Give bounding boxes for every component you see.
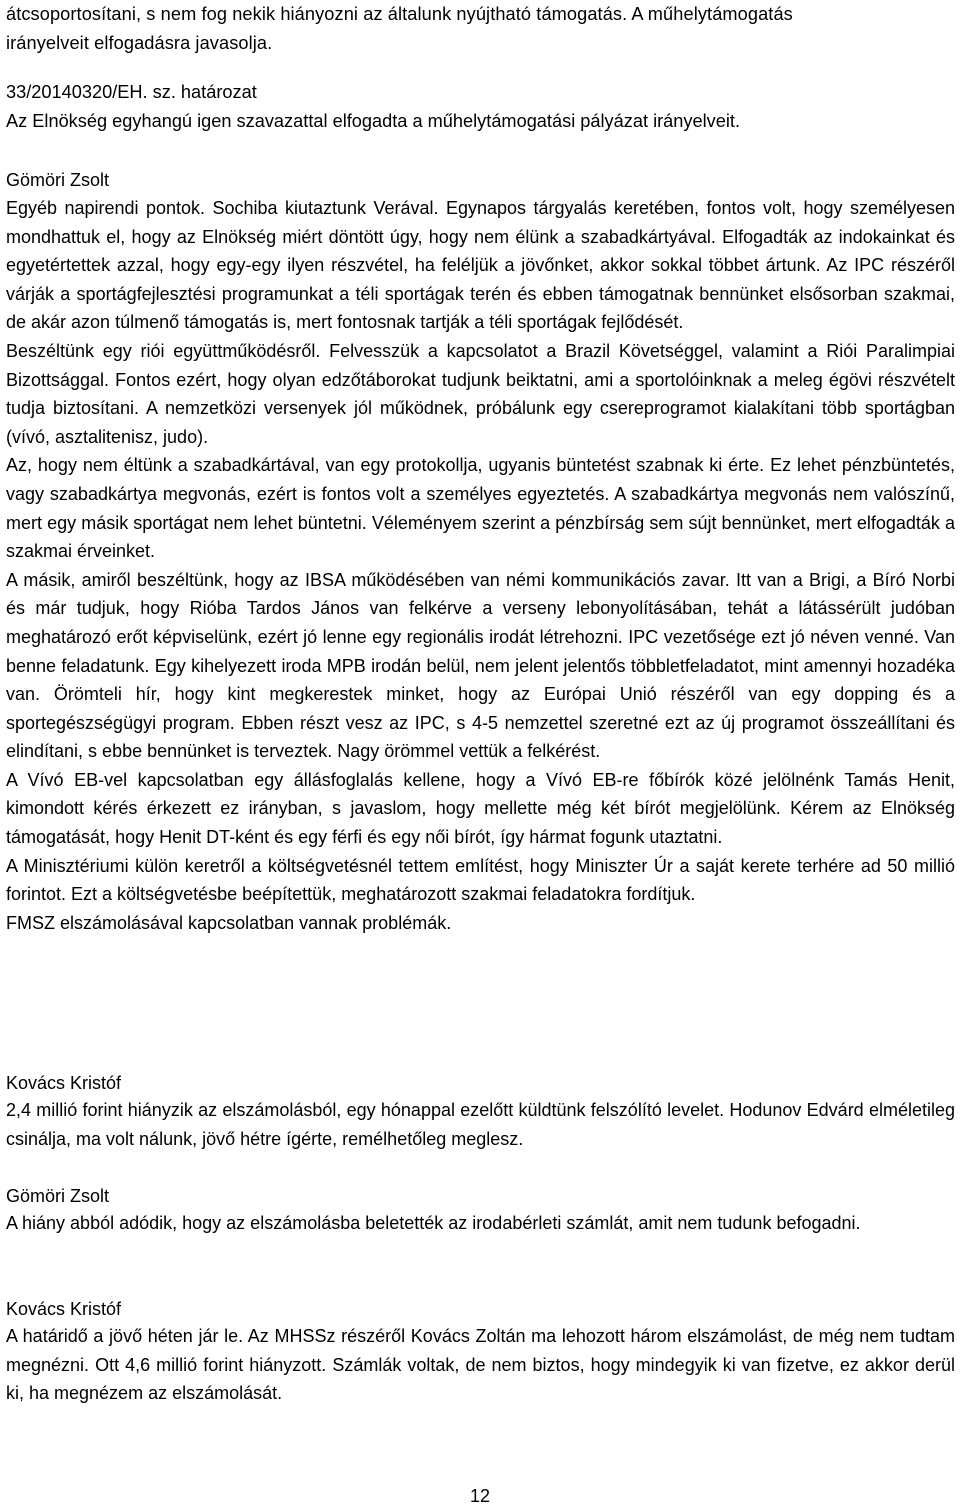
opening-text: [6, 0, 955, 58]
paragraph: Az, hogy nem éltünk a szabadkártával, van egy protokollja, ugyanis büntetést szabnak ki érte. Ez lehet pénzbüntetés, vagy szabadkártya megvonás, ezért is fontos volt a személyes egyeztetés. A szabadkártya megvonás nem valószínű, mert egy másik sportágat nem lehet büntetni. Véleményem szerint a pénzbírság sem sújt bennünket, mert elfogadták a szakmai érveinket.: [6, 455, 955, 562]
speech-block: [6, 194, 955, 937]
opening-line-2: irányelveit elfogadásra javasolja.: [6, 33, 273, 53]
paragraph: A határidő a jövő héten jár le. Az MHSSz részéről Kovács Zoltán ma lehozott három elszámolást, de még nem tudtam megnézni. Ott 4,6 millió forint hiányzott. Számlák voltak, de nem biztos, hogy mindegyik ki van fizetve, ez akkor derül ki, ha megnézem az elszámolását.: [6, 1326, 955, 1404]
speaker-name: Gömöri Zsolt: [6, 1186, 110, 1206]
paragraph: A Minisztériumi külön keretről a költségvetésnél tettem említést, hogy Miniszter Úr a saját kerete terhére ad 50 millió forintot. Ezt a költségvetésbe beépítettük, meghatározott szakmai feladatokra fordítjuk.: [6, 855, 955, 905]
opening-line-1: átcsoportosítani, s nem fog nekik hiányozni az általunk nyújtható támogatás. A műhelytámogatás: [6, 4, 793, 24]
speaker-name: Kovács Kristóf: [6, 1299, 122, 1319]
paragraph: A másik, amiről beszéltünk, hogy az IBSA működésében van némi kommunikációs zavar. Itt van a Brigi, a Bíró Norbi és már tudjuk, hogy Rióba Tardos János van felkérve a verseny lebonyolításában, tehát a látássérült judóban meghatározó erőt képviselünk, ezért jó lenne egy regionális irodát létrehozni. IPC vezetősége ezt jó néven venné. Van benne feladatunk. Egy kihelyezett iroda MPB irodán belül, nem jelent jelentős többletfeladatot, mint amennyi hozadéka van. Örömteli hír, hogy kint megkerestek minket, hogy az Európai Unió részéről van egy dopping és a sportegészségügyi program. Ebben részt vesz az IPC, s 4-5 nemzettel szeretné ezt az új programot összeállítani és elindítani, s ebbe bennünket is terveztek. Nagy örömmel vettük a felkérést.: [6, 569, 955, 762]
speaker-name: Gömöri Zsolt: [6, 170, 110, 190]
resolution-block: [6, 78, 955, 136]
resolution-text: Az Elnökség egyhangú igen szavazattal elfogadta a műhelytámogatási pályázat irányelveit.: [6, 111, 741, 131]
speech-block: [6, 1209, 955, 1238]
speech-block: [6, 1322, 955, 1408]
page-number: 12: [469, 1486, 491, 1506]
speech-block: [6, 1096, 955, 1153]
paragraph: Beszéltünk egy riói együttműködésről. Felvesszük a kapcsolatot a Brazil Követséggel, valamint a Riói Paralimpiai Bizottsággal. Fontos ezért, hogy olyan edzőtáborokat tudjunk beiktatni, ami a sportolóinknak a meleg égövi részvételt tudja biztosítani. A nemzetközi versenyek jól működnek, próbálunk egy csereprogramot kialakítani több sportágban (vívó, asztalitenisz, judo).: [6, 340, 955, 447]
paragraph: FMSZ elszámolásával kapcsolatban vannak problémák.: [6, 912, 452, 933]
paragraph: Egyéb napirendi pontok. Sochiba kiutaztunk Verával. Egynapos tárgyalás keretében, fontos volt, hogy személyesen mondhattuk el, hogy az Elnökség miért döntött úgy, hogy nem élünk a szabadkártyával. Elfogadták az indokainkat és egyetértettek azzal, hogy egy-egy ilyen részvétel, ha feléljük a jövőnket, akkor sokkal többet ártunk. Az IPC részéről várják a sportágfejlesztési programunkat a téli sportágak terén és ebben támogatnak bennünket elsősorban szakmai, de akár azon túlmenő támogatás is, mert fontosnak tartják a téli sportágak fejlődését.: [6, 198, 955, 333]
speaker-name: Kovács Kristóf: [6, 1073, 122, 1093]
paragraph: 2,4 millió forint hiányzik az elszámolásból, egy hónappal ezelőtt küldtünk felszólító levelet. Hodunov Edvárd elméletileg csinálja, ma volt nálunk, jövő hétre ígérte, remélhetőleg meglesz.: [6, 1100, 955, 1149]
paragraph: A hiány abból adódik, hogy az elszámolásba beletették az irodabérleti számlát, amit nem tudunk befogadni.: [6, 1213, 861, 1233]
paragraph: A Vívó EB-vel kapcsolatban egy állásfoglalás kellene, hogy a Vívó EB-re főbírók közé jelölnénk Tamás Henit, kimondott kérés érkezett ez irányban, s javaslom, hogy mellette még két bírót megjelölünk. Kérem az Elnökség támogatását, hogy Henit DT-ként és egy férfi és egy női bírót, így hármat fogunk utaztatni.: [6, 769, 955, 848]
resolution-number: 33/20140320/EH. sz. határozat: [6, 82, 257, 102]
